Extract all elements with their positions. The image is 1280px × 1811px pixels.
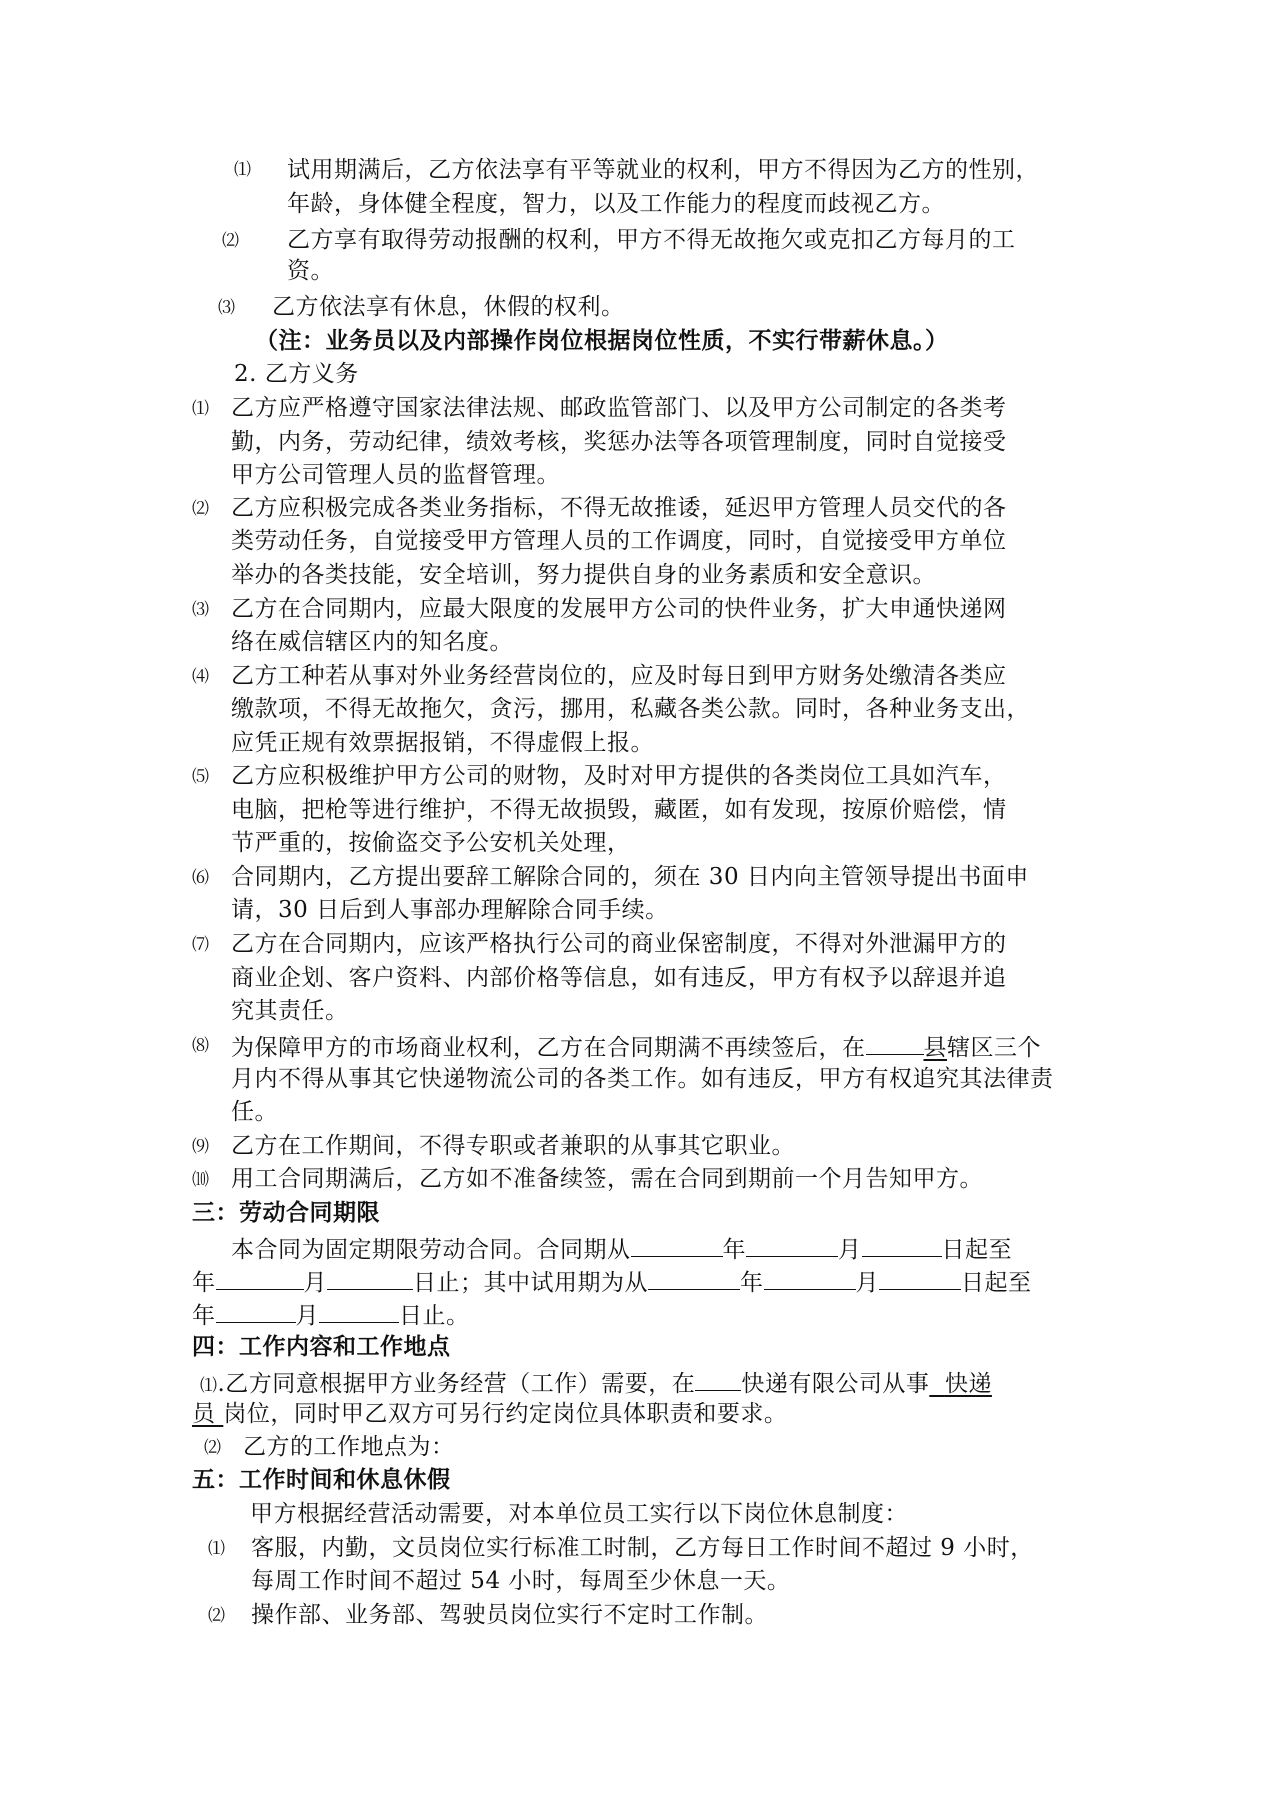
paragraph-line: 每周工作时间不超过 54 小时，每周至少休息一天。 [251, 1568, 791, 1594]
paragraph-line: 乙方应积极完成各类业务指标，不得无故推诿，延迟甲方管理人员交代的各 [231, 495, 1007, 521]
section-heading: 五：工作时间和休息休假 [192, 1466, 451, 1493]
list-number: ⑵ [222, 231, 239, 251]
blank-underline [764, 1263, 856, 1290]
paragraph-line: 为保障甲方的市场商业权利，乙方在合同期满不再续签后，在 县辖区三个 [231, 1028, 1041, 1065]
blank-underline [746, 1230, 838, 1257]
list-number: ⑵ [208, 1606, 225, 1626]
paragraph-line: 乙方工种若从事对外业务经营岗位的，应及时每日到甲方财务处缴清各类应 [231, 663, 1007, 689]
paragraph-line: 乙方的工作地点为： [243, 1434, 455, 1460]
section-heading: 三：劳动合同期限 [192, 1199, 380, 1226]
paragraph-line: 用工合同期满后，乙方如不准备续签，需在合同到期前一个月告知甲方。 [231, 1166, 983, 1192]
paragraph-line: 乙方依法享有休息，休假的权利。 [272, 294, 625, 320]
blank-underline [319, 1296, 399, 1323]
paragraph-line: 缴款项，不得无故拖欠，贪污，挪用，私藏各类公款。同时，各种业务支出， [231, 696, 1030, 722]
paragraph-line: 节严重的，按偷盗交予公安机关处理， [231, 830, 631, 856]
paragraph-line: 电脑，把枪等进行维护，不得无故损毁，藏匿，如有发现，按原价赔偿，情 [231, 797, 1007, 823]
blank-underline [631, 1230, 723, 1257]
paragraph-line: 究其责任。 [231, 998, 349, 1024]
list-number: ⑶ [218, 298, 235, 318]
blank-underline [695, 1364, 741, 1391]
paragraph-line: 类劳动任务，自觉接受甲方管理人员的工作调度，同时，自觉接受甲方单位 [231, 528, 1007, 554]
paragraph-line: 举办的各类技能，安全培训，努力提供自身的业务素质和安全意识。 [231, 562, 936, 588]
paragraph-line: 甲方根据经营活动需要，对本单位员工实行以下岗位休息制度： [250, 1501, 908, 1527]
list-number: ⑸ [192, 767, 209, 787]
blank-underline [216, 1263, 304, 1290]
list-number: ⑼ [192, 1137, 209, 1157]
paragraph-line: 勤，内务，劳动纪律，绩效考核，奖惩办法等各项管理制度，同时自觉接受 [231, 429, 1007, 455]
paragraph-line: 乙方在合同期内，应该严格执行公司的商业保密制度，不得对外泄漏甲方的 [231, 931, 1007, 957]
paragraph-line: 乙方在工作期间，不得专职或者兼职的从事其它职业。 [231, 1133, 795, 1159]
blank-underline [327, 1263, 413, 1290]
paragraph-line: 乙方在合同期内，应最大限度的发展甲方公司的快件业务，扩大申通快递网 [231, 596, 1007, 622]
paragraph-line: 年龄，身体健全程度，智力，以及工作能力的程度而歧视乙方。 [287, 191, 945, 217]
paragraph-line: 年 月 日止。 [192, 1296, 470, 1333]
paragraph-line: 络在威信辖区内的知名度。 [231, 629, 513, 655]
section-heading: 四：工作内容和工作地点 [192, 1333, 451, 1360]
section-heading: 2. 乙方义务 [234, 361, 359, 387]
paragraph-line: 客服，内勤，文员岗位实行标准工时制，乙方每日工作时间不超过 9 小时， [251, 1535, 1034, 1561]
paragraph-line: 员 岗位，同时甲乙双方可另行约定岗位具体职责和要求。 [192, 1401, 788, 1427]
list-number: ⑴ [234, 160, 251, 180]
paragraph-line: 资。 [287, 258, 334, 284]
paragraph-line: 请，30 日后到人事部办理解除合同手续。 [231, 897, 669, 923]
list-number: ⑺ [192, 935, 209, 955]
paragraph-line: 乙方享有取得劳动报酬的权利，甲方不得无故拖欠或克扣乙方每月的工 [287, 227, 1016, 253]
list-number: ⑴ [208, 1539, 225, 1559]
list-number: ⑵ [192, 499, 209, 519]
paragraph-line: 年 月 日止；其中试用期为从 年 月 日起至 [192, 1263, 1032, 1300]
paragraph-line: 本合同为固定期限劳动合同。合同期从 年 月 日起至 [231, 1230, 1012, 1267]
paragraph-line: 甲方公司管理人员的监督管理。 [231, 462, 560, 488]
paragraph-line: 应凭正规有效票据报销，不得虚假上报。 [231, 730, 654, 756]
paragraph-line: 试用期满后，乙方依法享有平等就业的权利，甲方不得因为乙方的性别， [287, 157, 1039, 183]
paragraph-line: ⑴.乙方同意根据甲方业务经营（工作）需要，在 快递有限公司从事 快递 [200, 1364, 992, 1403]
blank-underline [216, 1296, 296, 1323]
paragraph-line: 乙方应积极维护甲方公司的财物，及时对甲方提供的各类岗位工具如汽车， [231, 763, 1007, 789]
paragraph-line: 乙方应严格遵守国家法律法规、邮政监管部门、以及甲方公司制定的各类考 [231, 395, 1007, 421]
paragraph-line: 商业企划、客户资料、内部价格等信息，如有违反，甲方有权予以辞退并追 [231, 965, 1007, 991]
blank-underline [648, 1263, 740, 1290]
list-number: ⑶ [192, 600, 209, 620]
blank-underline [866, 1028, 924, 1055]
blank-underline [879, 1263, 961, 1290]
list-number: ⑹ [192, 868, 209, 888]
blank-underline [862, 1230, 942, 1257]
list-number: ⑵ [204, 1438, 221, 1458]
list-number: ⑽ [192, 1170, 209, 1190]
list-number: ⑷ [192, 667, 209, 687]
note-text: （注：业务员以及内部操作岗位根据岗位性质，不实行带薪休息。） [255, 327, 949, 354]
list-number: ⑻ [192, 1036, 209, 1056]
list-number: ⑴ [192, 399, 209, 419]
paragraph-line: 月内不得从事其它快递物流公司的各类工作。如有违反，甲方有权追究其法律责 [231, 1066, 1054, 1092]
paragraph-line: 合同期内，乙方提出要辞工解除合同的，须在 30 日内向主管领导提出书面申 [231, 864, 1029, 890]
paragraph-line: 操作部、业务部、驾驶员岗位实行不定时工作制。 [251, 1602, 768, 1628]
paragraph-line: 任。 [231, 1099, 278, 1125]
